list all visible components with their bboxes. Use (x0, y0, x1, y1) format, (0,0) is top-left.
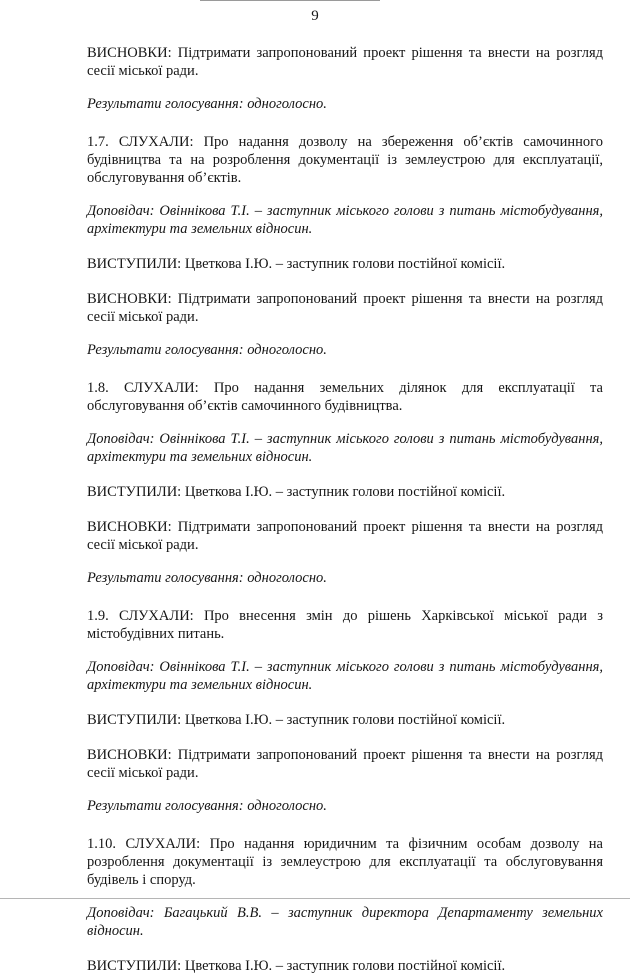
agenda-item-label: 1.10. СЛУХАЛИ: (87, 836, 201, 852)
vote-result: Результати голосування: одноголосно. (87, 96, 327, 112)
conclusion-paragraph (87, 290, 603, 326)
conclusion-text: Підтримати запропонований проект рішення та внести на розгляд сесії міської ради. (87, 747, 603, 781)
page-number: 9 (311, 8, 319, 24)
agenda-item (87, 607, 603, 643)
speaker-paragraph (87, 255, 603, 273)
conclusion-text: Підтримати запропонований проект рішення та внести на розгляд сесії міської ради. (87, 291, 603, 325)
reporter-paragraph: Доповідач: Овіннікова Т.І. – заступник міського голови з питань містобудування, архітектури та земельних відносин. (87, 203, 603, 237)
conclusion-label: ВИСНОВКИ: (87, 747, 172, 763)
speaker-text: Цветкова І.Ю. – заступник голови постійної комісії. (181, 484, 506, 500)
speaker-text: Цветкова І.Ю. – заступник голови постійної комісії. (181, 712, 506, 728)
bottom-scan-edge (0, 898, 630, 899)
speaker-label: ВИСТУПИЛИ: (87, 958, 182, 974)
minutes-body (87, 44, 603, 975)
conclusion-text: Підтримати запропонований проект рішення та внести на розгляд сесії міської ради. (87, 45, 603, 79)
speaker-paragraph (87, 711, 603, 729)
vote-result: Результати голосування: одноголосно. (87, 570, 327, 586)
conclusion-label: ВИСНОВКИ: (87, 291, 172, 307)
agenda-item-label: 1.7. СЛУХАЛИ: (87, 134, 194, 150)
speaker-paragraph (87, 483, 603, 501)
agenda-item (87, 379, 603, 415)
conclusion-text: Підтримати запропонований проект рішення та внести на розгляд сесії міської ради. (87, 519, 603, 553)
speaker-label: ВИСТУПИЛИ: (87, 712, 182, 728)
vote-result: Результати голосування: одноголосно. (87, 342, 327, 358)
agenda-item-text: Про надання юридичним та фізичним особам дозволу на розроблення документації із землеустрою для експлуатації та обслуговування будівель і споруд. (87, 836, 603, 888)
speaker-text: Цветкова І.Ю. – заступник голови постійної комісії. (181, 256, 506, 272)
speaker-text: Цветкова І.Ю. – заступник голови постійної комісії. (181, 958, 506, 974)
reporter-paragraph: Доповідач: Овіннікова Т.І. – заступник міського голови з питань містобудування, архітектури та земельних відносин. (87, 659, 603, 693)
agenda-item-text: Про внесення змін до рішень Харківської міської ради з містобудівних питань. (87, 608, 603, 642)
conclusion-paragraph (87, 746, 603, 782)
speaker-label: ВИСТУПИЛИ: (87, 484, 182, 500)
reporter-paragraph: Доповідач: Овіннікова Т.І. – заступник міського голови з питань містобудування, архітектури та земельних відносин. (87, 431, 603, 465)
conclusion-paragraph (87, 44, 603, 80)
conclusion-paragraph (87, 518, 603, 554)
agenda-item-label: 1.8. СЛУХАЛИ: (87, 380, 199, 396)
agenda-item-text: Про надання земельних ділянок для експлуатації та обслуговування об’єктів самочинного будівництва. (87, 380, 603, 414)
conclusion-label: ВИСНОВКИ: (87, 45, 172, 61)
reporter-paragraph: Доповідач: Багацький В.В. – заступник директора Департаменту земельних відносин. (87, 905, 603, 939)
top-scan-edge (200, 0, 380, 1)
agenda-item (87, 133, 603, 187)
agenda-item (87, 835, 603, 889)
agenda-item-label: 1.9. СЛУХАЛИ: (87, 608, 194, 624)
speaker-paragraph (87, 957, 603, 975)
speaker-label: ВИСТУПИЛИ: (87, 256, 182, 272)
agenda-item-text: Про надання дозволу на збереження об’єктів самочинного будівництва та на розроблення документації із землеустрою для експлуатації, обслуговування об’єктів. (87, 134, 603, 186)
conclusion-label: ВИСНОВКИ: (87, 519, 172, 535)
vote-result: Результати голосування: одноголосно. (87, 798, 327, 814)
